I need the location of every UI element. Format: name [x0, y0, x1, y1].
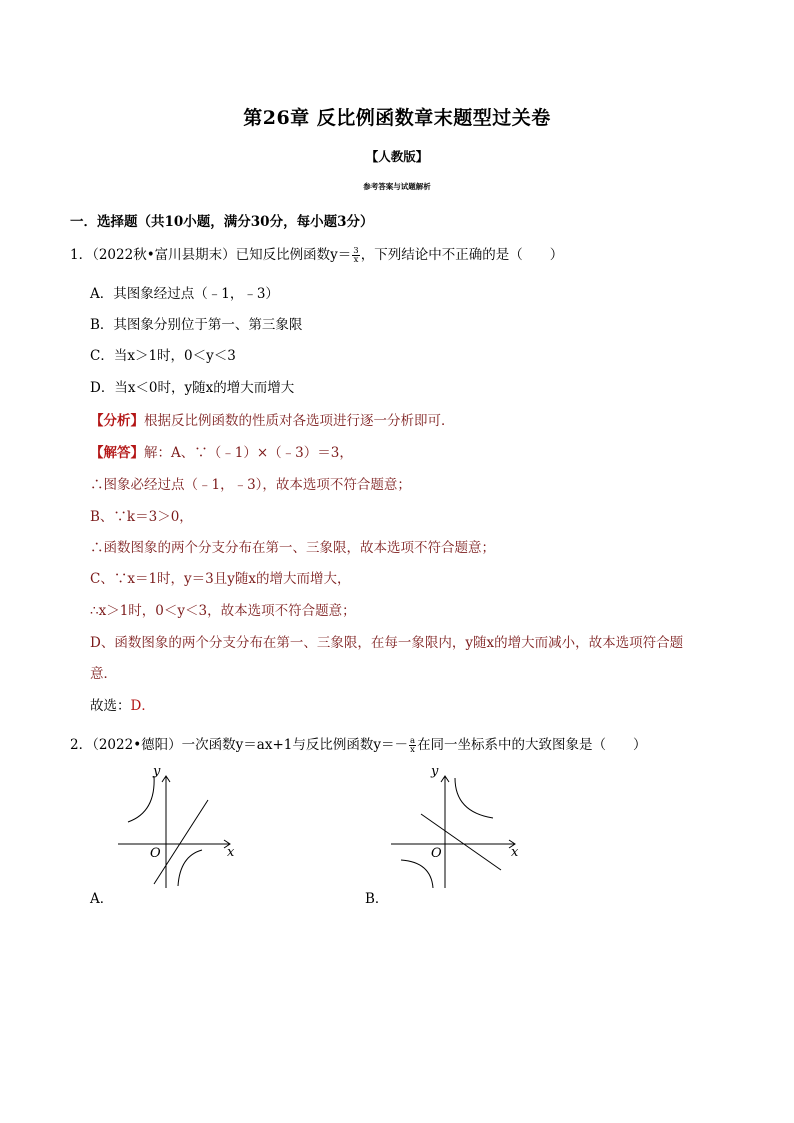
graph-a-origin-label: O — [150, 846, 161, 861]
graph-b-plot — [385, 760, 535, 890]
answer-line-3: ∴函数图象的两个分支分布在第一、三象限，故本选项不符合题意； — [90, 540, 495, 556]
answer-tag: 【解答】 — [90, 445, 144, 461]
question-2-stem — [70, 733, 647, 754]
graph-a — [110, 760, 260, 890]
answer-line-7: 意． — [90, 666, 117, 682]
hyperbola-branch-lower — [178, 850, 202, 886]
analysis-line — [90, 409, 455, 429]
question-2-fraction — [409, 737, 416, 754]
graph-a-y-label: y — [153, 764, 161, 779]
fraction-numerator: 3 — [353, 246, 359, 256]
hyperbola-branch-upper — [128, 776, 154, 822]
analysis-tag: 【分析】 — [90, 413, 144, 429]
graph-b-option-label: B． — [365, 891, 389, 907]
fraction-denominator: x — [353, 255, 359, 265]
answer-key-subtitle: 参考答案与试题解析 — [363, 182, 431, 191]
answer-line-1: ∴图象必经过点（﹣1，﹣3），故本选项不符合题意； — [90, 477, 411, 493]
final-choice-prefix: 故选： — [90, 698, 131, 714]
answer-text: 解：A、∵（﹣1）×（﹣3）＝3， — [144, 445, 353, 461]
graph-b-x-label: x — [511, 845, 519, 860]
answer-line-0 — [90, 441, 353, 461]
graph-a-option-label: A． — [90, 891, 114, 907]
fraction-numerator: a — [409, 736, 416, 746]
edition-label: 【人教版】 — [365, 149, 429, 164]
question-1-prefix: 1．（2022秋•富川县期末）已知反比例函数y＝ — [70, 247, 352, 263]
answer-line-4: C、∵x＝1时，y＝3且y随x的增大而增大， — [90, 571, 351, 587]
question-1-fraction — [352, 247, 359, 264]
answer-line-2: B、∵k＝3＞0， — [90, 509, 193, 525]
option-b: B．其图象分别位于第一、第三象限 — [90, 317, 303, 333]
question-2-prefix: 2．（2022•德阳）一次函数y＝ax+1与反比例函数y＝－ — [70, 737, 408, 753]
answer-line-6: D、函数图象的两个分支分布在第一、三象限，在每一象限内，y随x的增大而减小，故本选项符合题 — [90, 635, 684, 651]
page-title: 第26章 反比例函数章末题型过关卷 — [243, 107, 551, 129]
option-d: D．当x＜0时，y随x的增大而增大 — [90, 380, 295, 396]
graph-b-origin-label: O — [431, 846, 442, 861]
final-choice — [90, 694, 155, 714]
option-c: C．当x＞1时，0＜y＜3 — [90, 348, 236, 364]
graph-a-x-label: x — [227, 845, 235, 860]
final-choice-value: D． — [130, 698, 155, 714]
question-2-suffix: 在同一坐标系中的大致图象是（ ） — [417, 737, 647, 753]
linear-function-line — [421, 814, 501, 870]
graph-b-y-label: y — [431, 764, 439, 779]
option-a: A．其图象经过点（﹣1，﹣3） — [90, 286, 279, 302]
graph-b — [385, 760, 535, 890]
question-1-suffix: ，下列结论中不正确的是（ ） — [360, 247, 564, 263]
section-heading: 一．选择题（共10小题，满分30分，每小题3分） — [70, 214, 374, 230]
answer-line-5: ∴x＞1时，0＜y＜3，故本选项不符合题意； — [90, 603, 356, 619]
hyperbola-branch-lower — [401, 860, 433, 888]
fraction-denominator: x — [410, 745, 415, 755]
graph-a-plot — [110, 760, 260, 890]
analysis-text: 根据反比例函数的性质对各选项进行逐一分析即可． — [144, 413, 455, 429]
question-1-stem — [70, 243, 563, 264]
hyperbola-branch-upper — [455, 778, 493, 818]
